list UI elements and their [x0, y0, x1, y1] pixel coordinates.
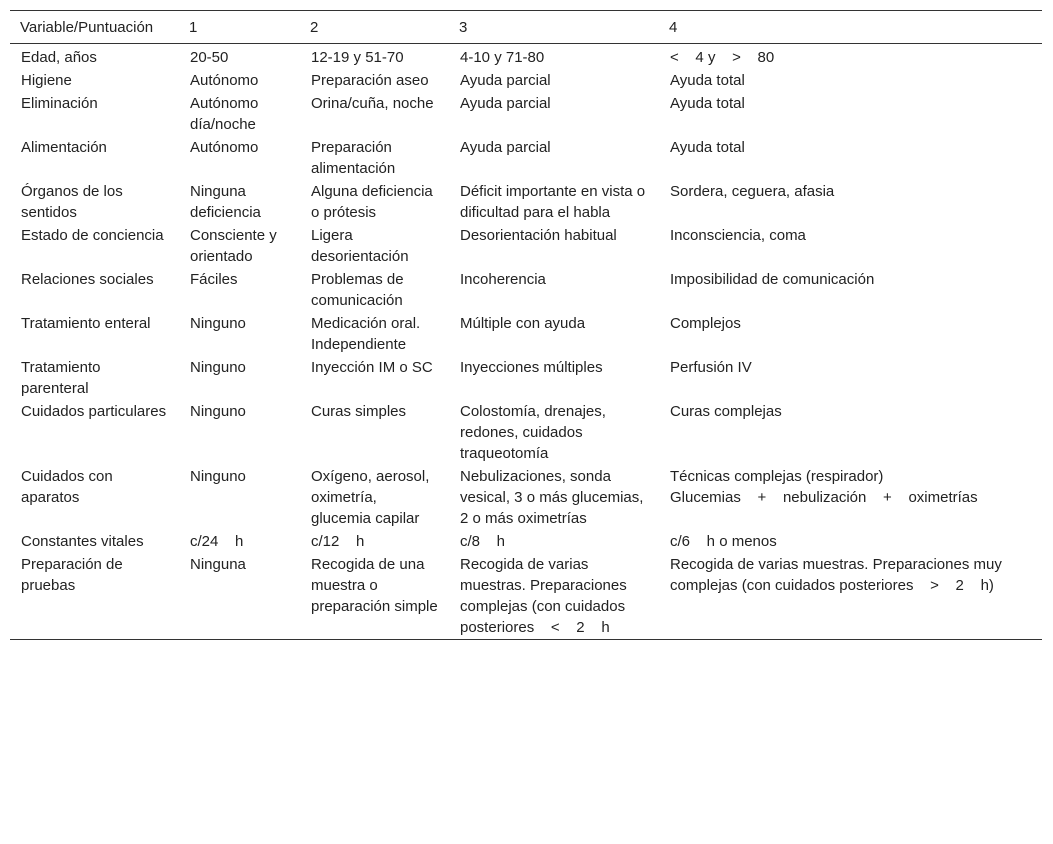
table-cell: 12-19 y 51-70	[311, 49, 404, 66]
header-row	[10, 11, 1042, 44]
table-row	[10, 136, 1042, 180]
table-cell: c/8 h	[460, 533, 506, 550]
table-cell: Recogida de varias muestras. Preparaciones complejas (con cuidados posteriores < 2 h	[460, 556, 631, 636]
table-wrapper	[10, 10, 1042, 640]
table-cell: Técnicas complejas (respirador) Glucemias + nebulización + oximetrías	[670, 468, 978, 506]
column-header: Variable/Puntuación	[20, 18, 154, 36]
table-cell: Ninguno	[190, 403, 246, 420]
row-label: Tratamiento enteral	[21, 315, 151, 332]
table-cell: Nebulizaciones, sonda vesical, 3 o más glucemias, 2 o más oximetrías	[460, 468, 648, 527]
table-body	[10, 44, 1042, 640]
table-cell: Ninguno	[190, 468, 246, 485]
table-cell: 20-50	[190, 49, 229, 66]
table-cell: Preparación alimentación	[311, 139, 397, 177]
row-label: Edad, años	[21, 49, 97, 66]
table-cell: Medicación oral. Independiente	[311, 315, 425, 353]
table-cell: Problemas de comunicación	[311, 271, 408, 309]
table-cell: Ayuda total	[670, 95, 745, 112]
table-cell: Fáciles	[190, 271, 238, 288]
table-cell: Complejos	[670, 315, 741, 332]
row-label: Estado de conciencia	[21, 227, 164, 244]
table-cell: Autónomo día/noche	[190, 95, 263, 133]
table-cell: < 4 y > 80	[670, 49, 775, 66]
table-cell: Ayuda parcial	[460, 95, 551, 112]
row-label: Cuidados particulares	[21, 403, 167, 420]
table-cell: c/6 h o menos	[670, 533, 777, 550]
table-cell: Autónomo	[190, 139, 259, 156]
table-row	[10, 465, 1042, 530]
row-label: Eliminación	[21, 95, 98, 112]
table-cell: Autónomo	[190, 72, 259, 89]
table-cell: Ninguno	[190, 359, 246, 376]
table-row	[10, 44, 1042, 70]
table-cell: Inyección IM o SC	[311, 359, 433, 376]
table-cell: 4-10 y 71-80	[460, 49, 545, 66]
table-cell: Curas simples	[311, 403, 407, 420]
table-cell: c/12 h	[311, 533, 365, 550]
table-cell: Incoherencia	[460, 271, 546, 288]
column-header: 2	[310, 18, 319, 36]
row-label: Tratamiento parenteral	[21, 359, 105, 397]
table-cell: Curas complejas	[670, 403, 782, 420]
table-cell: Ligera desorientación	[311, 227, 409, 265]
row-label: Higiene	[21, 72, 72, 89]
table-row	[10, 312, 1042, 356]
row-label: Preparación de pruebas	[21, 556, 127, 594]
table-cell: Orina/cuña, noche	[311, 95, 434, 112]
table-row	[10, 224, 1042, 268]
row-label: Órganos de los sentidos	[21, 183, 127, 221]
column-header: 4	[669, 18, 678, 36]
table-cell: Ninguna deficiencia	[190, 183, 261, 221]
table-cell: Recogida de una muestra o preparación simple	[311, 556, 438, 615]
row-label: Constantes vitales	[21, 533, 144, 550]
table-row	[10, 180, 1042, 224]
table-cell: Ayuda total	[670, 139, 745, 156]
table-row	[10, 268, 1042, 312]
table-row	[10, 530, 1042, 553]
table-cell: Oxígeno, aerosol, oximetría, glucemia capilar	[311, 468, 434, 527]
table-cell: Desorientación habitual	[460, 227, 617, 244]
table-cell: Déficit importante en vista o dificultad para el habla	[460, 183, 650, 221]
table-cell: Consciente y orientado	[190, 227, 277, 265]
scoring-table	[10, 10, 1042, 640]
table-cell: Inyecciones múltiples	[460, 359, 603, 376]
table-row	[10, 92, 1042, 136]
table-cell: Ayuda total	[670, 72, 745, 89]
table-cell: Colostomía, drenajes, redones, cuidados traqueotomía	[460, 403, 611, 462]
table-cell: Perfusión IV	[670, 359, 752, 376]
table-cell: Inconsciencia, coma	[670, 227, 806, 244]
row-label: Alimentación	[21, 139, 107, 156]
table-cell: Alguna deficiencia o prótesis	[311, 183, 437, 221]
table-header	[10, 11, 1042, 44]
table-row	[10, 356, 1042, 400]
table-cell: Ayuda parcial	[460, 72, 551, 89]
table-cell: c/24 h	[190, 533, 244, 550]
row-label: Cuidados con aparatos	[21, 468, 117, 506]
table-cell: Ninguno	[190, 315, 246, 332]
table-row	[10, 400, 1042, 465]
table-cell: Preparación aseo	[311, 72, 429, 89]
table-cell: Recogida de varias muestras. Preparaciones muy complejas (con cuidados posteriores > 2 h)	[670, 556, 1006, 594]
column-header: 1	[189, 18, 198, 36]
table-cell: Múltiple con ayuda	[460, 315, 586, 332]
column-header: 3	[459, 18, 468, 36]
row-label: Relaciones sociales	[21, 271, 154, 288]
table-row	[10, 553, 1042, 640]
table-cell: Ninguna	[190, 556, 246, 573]
table-cell: Imposibilidad de comunicación	[670, 271, 875, 288]
table-cell: Sordera, ceguera, afasia	[670, 183, 835, 200]
table-cell: Ayuda parcial	[460, 139, 551, 156]
table-row	[10, 69, 1042, 92]
